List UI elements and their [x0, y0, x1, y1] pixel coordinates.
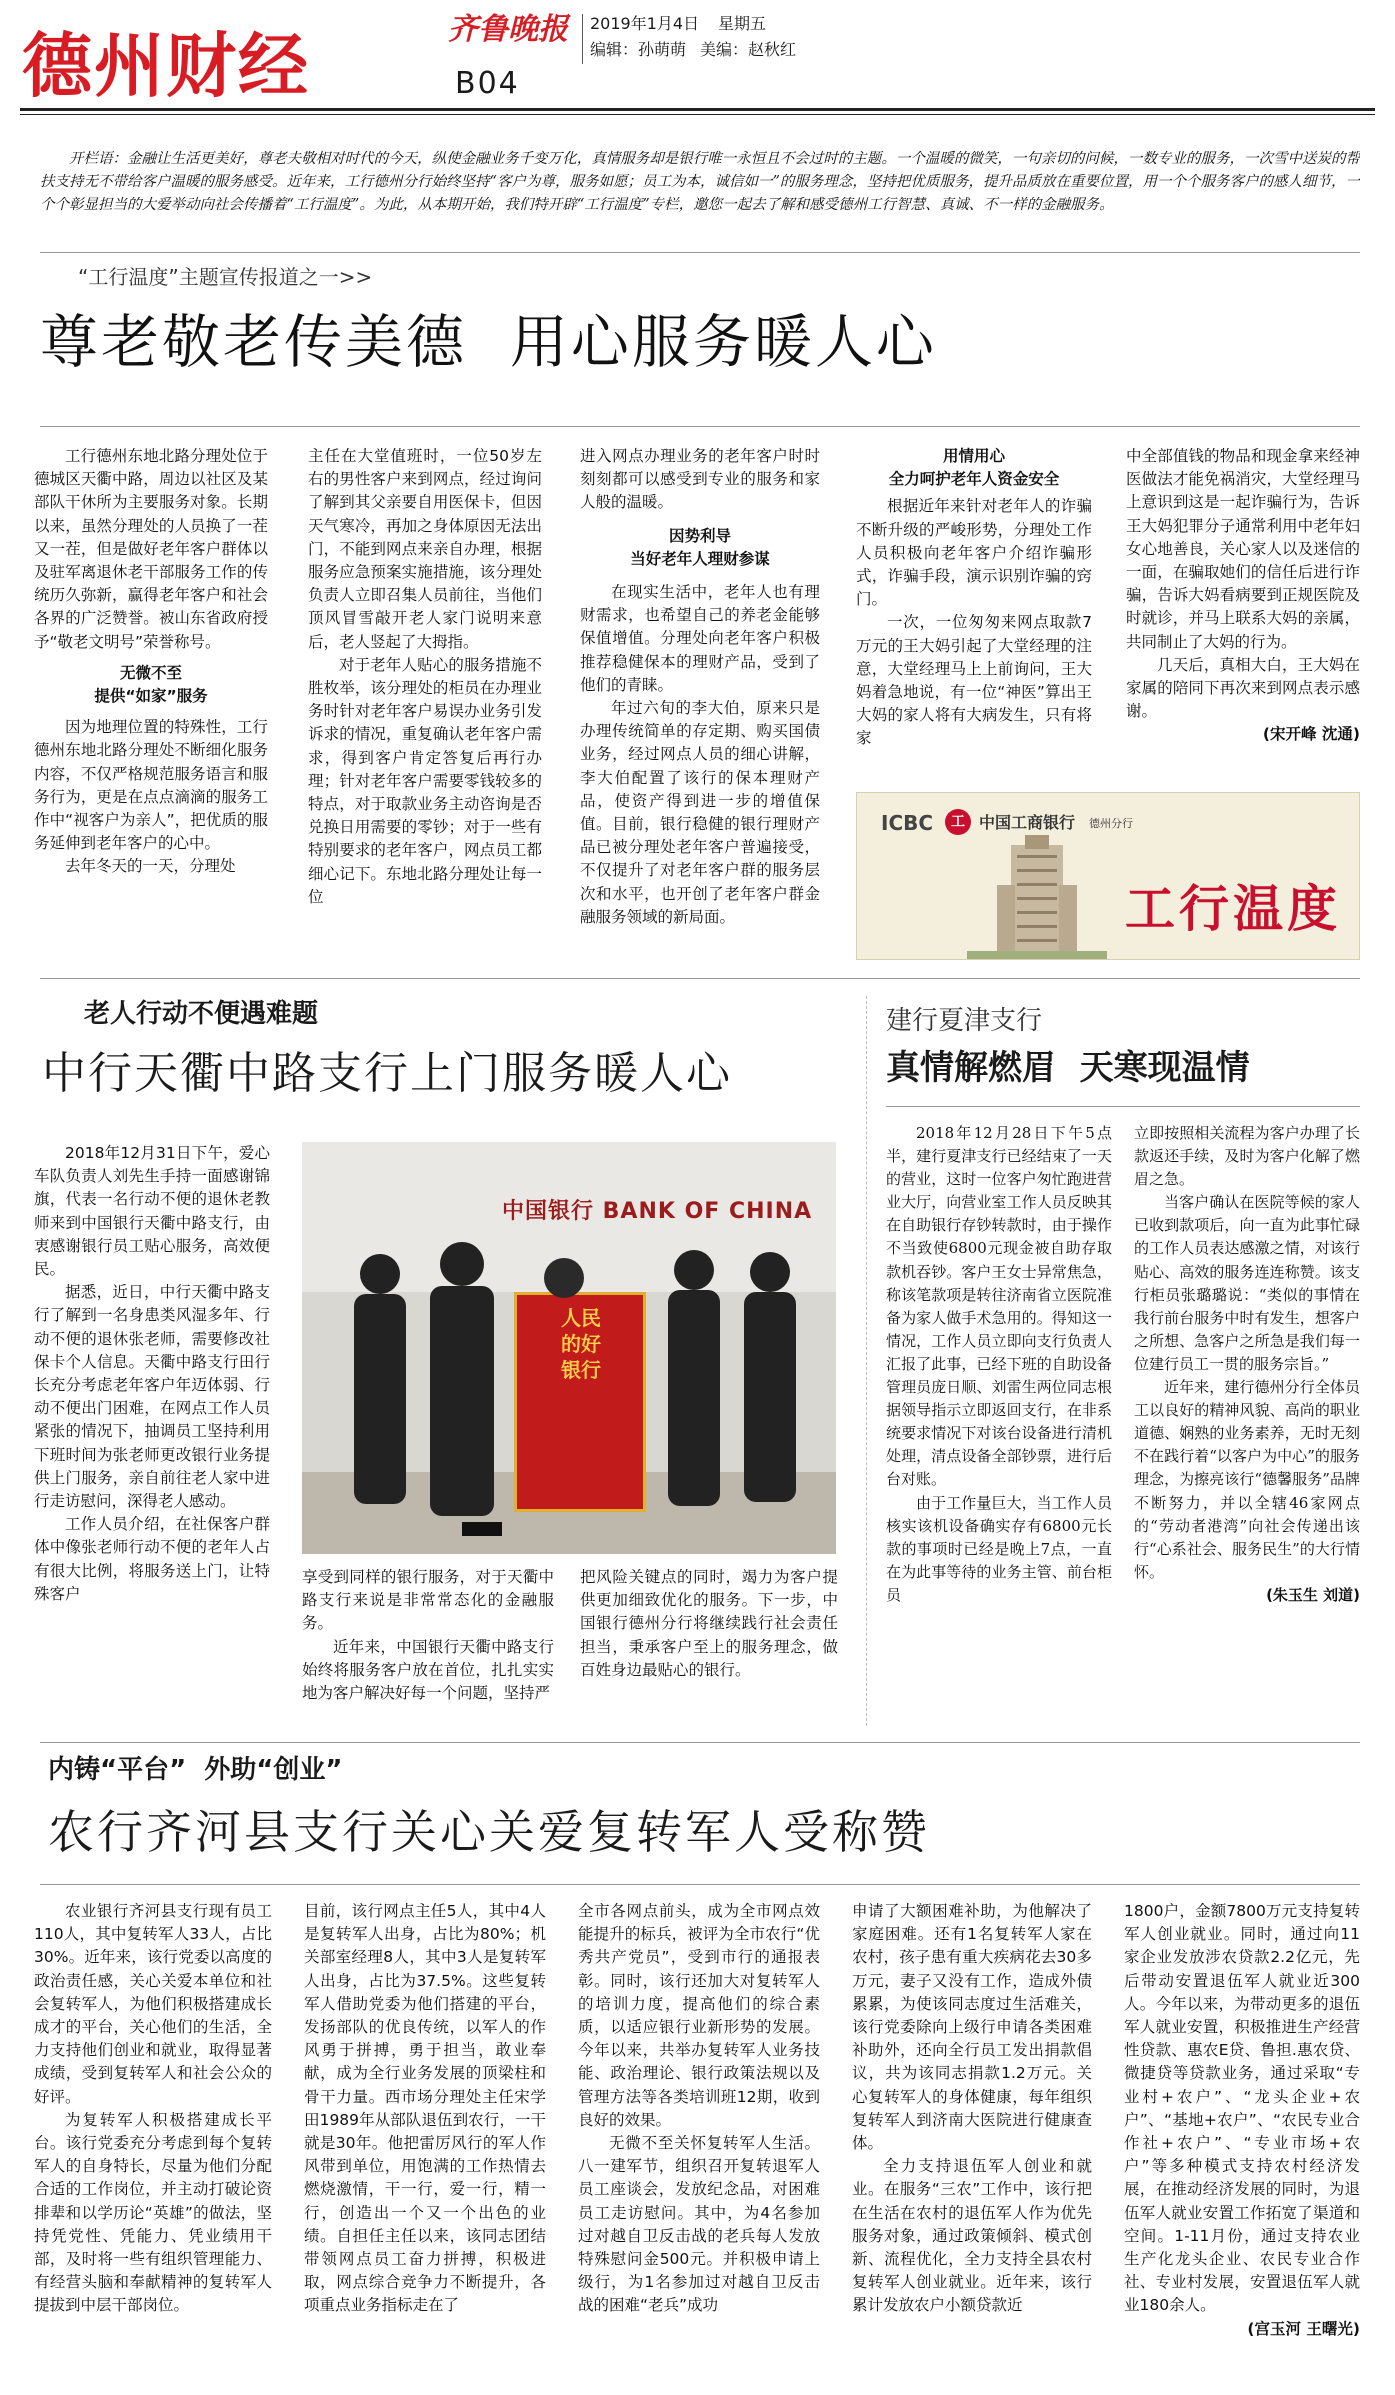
section-rule-2 [40, 1742, 1360, 1743]
a4-c1-p1: 为复转军人积极搭建成长平台。该行党委充分考虑到每个复转军人的自身特长，尽量为他们分配合适的工作岗位，并主动打破论资排辈和以学历论“英雄”的做法，坚持凭党性、凭能力、凭业绩用干部，及时将一些有组织管理能力、有经营头脑和奉献精神的复转军人提拔到中层干部岗位。 [34, 2110, 272, 2315]
icbc-bank-name: 中国工商银行 [979, 813, 1076, 832]
a1-kicker: “工行温度”主题宣传报道之一>> [78, 265, 373, 289]
a1-col2 [308, 445, 542, 957]
a3-headline: 真情解燃眉 天寒现温情 [886, 1048, 1250, 1088]
page-number: B04 [455, 66, 520, 101]
icbc-branch-name: 德州分行 [1089, 817, 1133, 830]
a2-c1-p2: 工作人员介绍，在社保客户群体中像张老师行动不便的老年人占有很大比例，将服务送上门，让特殊客户 [34, 1515, 270, 1603]
a3-headline-rule [886, 1106, 1360, 1107]
a4-col5 [1124, 1900, 1360, 2380]
article-divider [866, 996, 867, 1726]
a1-c4-p1: 一次，一位匆匆来网点取款7万元的王大妈引起了大堂经理的注意，大堂经理马上上前询问，王大妈着急地说，有一位“神医”算出王大妈的家人将有大病发生，只有将家 [856, 613, 1092, 748]
a3-c2-p0: 立即按照相关流程为客户办理了长款返还手续，及时为客户化解了燃眉之急。 [1134, 1124, 1360, 1189]
a1-headline-rule [40, 426, 1360, 427]
a3-kicker: 建行夏津支行 [886, 1006, 1043, 1036]
a1-c1-p0: 工行德州东地北路分理处位于德城区天衢中路，周边以社区及某部队干休所为主要服务对象。长期以来，虽然分理处的人员换了一茬又一茬，但是做好老年客户群体以及驻军离退休老干部服务工作的传统历久弥新，赢得老年客户和社会各界的广泛赞誉。被山东省政府授予“敬老文明号”荣誉称号。 [34, 447, 268, 651]
a1-c3-p0: 进入网点办理业务的老年客户时时刻刻都可以感受到专业的服务和家人般的温暖。 [580, 447, 820, 512]
photo-people [302, 1222, 836, 1554]
a3-c2-p1: 当客户确认在医院等候的家人已收到款项后，向一直为此事忙碌的工作人员表达感激之情，对该行贴心、高效的服务连连称赞。该支行柜员张璐璐说：“类似的事情在我行前台服务中时有发生，想客户之所想、急客户之所急是我们每一位建行员工一贯的服务宗旨。” [1134, 1193, 1360, 1373]
a4-col2 [304, 1900, 546, 2380]
a4-headline: 农行齐河县支行关心关爱复转军人受称赞 [48, 1805, 930, 1859]
issue-weekday: 星期五 [718, 14, 767, 33]
a1-headline: 尊老敬老传美德 用心服务暖人心 [40, 308, 937, 376]
masthead-rule-thin [20, 114, 1375, 115]
a1-c1b-p1: 去年冬天的一天，分理处 [65, 857, 236, 876]
a2-headline: 中行天衢中路支行上门服务暖人心 [42, 1048, 732, 1099]
a1-c3b-p0: 在现实生活中，老年人也有理财需求，也希望自己的养老金能够保值增值。分理处向老年客户积极推荐稳健保本的理财产品，受到了他们的青睐。 [580, 583, 820, 694]
a1-subhead-1b: 提供“如家”服务 [94, 687, 208, 706]
a4-c4-p1: 全力支持退伍军人创业和就业。在服务“三农”工作中，该行把在生活在农村的退伍军人作为优先服务对象，通过政策倾斜、模式创新、流程优化，全力支持全县农村复转军人创业就业。近年来，该行累计发放农户小额贷款近 [852, 2157, 1092, 2315]
editor-credit: 编辑：孙萌萌 [590, 40, 687, 59]
a2-c2-p0: 享受到同样的银行服务，对于天衢中路支行来说是非常常态化的金融服务。 [302, 1568, 554, 1633]
a3-byline: (朱玉生 刘道) [1266, 1585, 1360, 1604]
a4-byline: (宫玉河 王曙光) [1247, 2319, 1360, 2338]
a2-kicker: 老人行动不便遇难题 [84, 999, 319, 1029]
a2-col1 [34, 1142, 270, 1732]
a1-col1 [34, 445, 268, 957]
a3-c1-p1: 由于工作量巨大，当工作人员核实该机设备确实存有6800元长款的事项时已经是晚上7点，一直在为此事等待的业务主管、前台柜员 [886, 1493, 1112, 1604]
a1-subhead-3b: 全力呵护老年人资金安全 [888, 470, 1060, 489]
a2-c1-p0: 2018年12月31日下午，爱心车队负责人刘先生手持一面感谢锦旗，代表一名行动不便的退休老教师来到中国银行天衢中路支行，由衷感谢银行员工贴心服务，高效便民。 [34, 1144, 270, 1279]
designer-credit: 美编：赵秋红 [700, 40, 797, 59]
a1-c3b-p1: 年过六旬的李大伯，原来只是办理传统简单的存定期、购买国债业务，经过网点人员的细心讲解，李大伯配置了该行的保本理财产品，使资产得到进一步的增值保值。目前，银行稳健的银行理财产品已被分理处老年客户普遍接受，不仅提升了对老年客户群的服务层次和水平，也开创了老年客户群金融服务领域的新局面。 [580, 699, 820, 926]
a4-c3-p1: 无微不至关怀复转军人生活。八一建军节，组织召开复转退军人员工座谈会，发放纪念品，对困难员工走访慰问。其中，为4名参加过对越自卫反击战的老兵每人发放特殊慰问金500元。并积极申请上级行，为1名参加过对越自卫反击战的困难“老兵”成功 [578, 2134, 820, 2315]
a4-c2-p0: 目前，该行网点主任5人，其中4人是复转军人出身，占比为80%；机关部室经理8人，其中3人是复转军人出身，占比为37.5%。这些复转军人借助党委为他们搭建的平台，发扬部队的优良传统，以军人的作风勇于拼搏，勇于担当，敢业奉献，成为全行业务发展的顶梁柱和骨干力量。西市场分理处主任宋学田1989年从部队退伍到农行，一干就是30年。他把雷厉风行的军人作风带到单位，用饱满的工作热情去燃烧激情，干一行，爱一行，精一行，创造出一个又一个出色的业绩。自担任主任以来，该同志团结带领网点员工奋力拼搏，积极进取，网点综合竞争力不断提升，各项重点业务指标走在了 [304, 1902, 546, 2315]
a3-col1 [886, 1122, 1112, 1732]
intro-rule [40, 252, 1360, 253]
a2-col3 [580, 1566, 838, 1736]
a1-subhead-2b: 当好老年人理财参谋 [630, 549, 770, 568]
a1-c5-p0: 中全部值钱的物品和现金拿来经神医做法才能免祸消灾，大堂经理马上意识到这是一起诈骗行为，告诉王大妈犯罪分子通常利用中老年妇女心地善良，关心家人以及迷信的一面，在骗取她们的信任后进行诈骗，告诉大妈看病要到正规医院及时就诊，并马上联系大妈的亲属，共同制止了大妈的行为。 [1126, 447, 1360, 651]
column-intro: 开栏语：金融让生活更美好，尊老夫敬相对时代的今天，纵使金融业务千变万化，真情服务却是银行唯一永恒且不会过时的主题。一个温暖的微笑，一句亲切的问候，一数专业的服务，一次雪中送炭的帮扶支持无不带给客户温暖的服务感受。近年来，工行德州分行始终坚持“客户为尊，服务如愿；员工为本，诚信如一”的服务理念，坚持把优质服务，提升品质放在重要位置，用一个个服务客户的感人细节，一个个彰显担当的大爱举动向社会传播着“工行温度”。为此，从本期开始，我们特开辟“工行温度”专栏，邀您一起去了解和感受德州工行智慧、真诚、不一样的金融服务。 [40, 151, 1360, 213]
a1-c2-p0: 主任在大堂值班时，一位50岁左右的男性客户来到网点，经过询问了解到其父亲要自用医保卡，但因天气寒冷，再加之身体原因无法出门，不能到网点来亲自办理，根据服务应急预案实施措施，该分理处负责人立即召集人员前往，当他们顶风冒雪敲开老人家门说明来意后，老人竖起了大拇指。 [308, 447, 542, 651]
a1-c4-p0: 根据近年来针对老年人的诈骗不断升级的严峻形势，分理处工作人员积极向老年客户介绍诈骗形式，诈骗手段，演示识别诈骗的窍门。 [856, 497, 1092, 609]
section-title: 德州财经 [22, 25, 310, 107]
masthead-divider [582, 14, 583, 64]
photo-banner-text: 人民的好银行 [561, 1306, 601, 1382]
a4-c3-p0: 全市各网点前头，成为全市网点效能提升的标兵，被评为全市农行“优秀共产党员”，受到市行的通报表彰。同时，该行还加大对复转军人的培训力度，提高他们的综合素质，以适应银行业新形势的发展。今年以来，共举办复转军人业务技能、政治理论、银行政策法规以及管理方法等各类培训班12期，收到良好的效果。 [578, 1902, 820, 2129]
a2-col2 [302, 1566, 554, 1736]
a4-kicker: 内铸“平台” 外助“创业” [48, 1755, 343, 1785]
building-illustration [967, 835, 1107, 960]
a1-c1b-p0: 因为地理位置的特殊性，工行德州东地北路分理处不断细化服务内容，不仅严格规范服务语言和服务行为，更是在点点滴滴的服务工作中“视客户为亲人”，把优质的服务延伸到老年客户的心中。 [34, 718, 268, 853]
a1-col4 [856, 445, 1092, 785]
newspaper-logo: 齐鲁晚报 [448, 12, 568, 47]
a3-c1-p0: 2018年12月28日下午5点半，建行夏津支行已经结束了一天的营业，这时一位客户匆忙跑进营业大厅，向营业室工作人员反映其在自助银行存钞转款时，由于操作不当致使6800元现金被自助存取款机吞钞。客户王女士异常焦急，称该笔款项是转往济南省立医院准备为家人做手术急用的。得知这一情况，工作人员立即向支行负责人汇报了此事，已经下班的自助设备管理员庞日顺、刘雷生两位同志根据领导指示立即返回支行，在非系统要求情况下对该台设备进行清机处理，清点设备全部钞票，进行后台对账。 [886, 1124, 1112, 1489]
a4-c4-p0: 申请了大额困难补助，为他解决了家庭困难。还有1名复转军人家在农村，孩子患有重大疾病花去30多万元，妻子又没有工作，造成外债累累，为使该同志度过生活难关，该行党委除向上级行申请各类困难补助外，还向全行员工发出捐款倡议，共为该同志捐款1.2万元。关心复转军人的身体健康，每年组织复转军人到济南大医院进行健康查体。 [852, 1902, 1092, 2153]
a2-c2-p1: 近年来，中国银行天衢中路支行始终将服务客户放在首位，扎扎实实地为客户解决好每一个问题，坚持严 [302, 1637, 554, 1703]
a1-c2-p1: 对于老年人贴心的服务措施不胜枚举，该分理处的柜员在办理业务时针对老年客户易误办业务引发诉求的情况，重复确认老年客户需求，得到客户肯定答复后再行办理；针对老年客户需要零钱较多的特点，对于取款业务主动咨询是否兑换日用需要的零钞；对于一些有特别要求的老年客户，网点员工都细心记下。东地北路分理处让每一位 [308, 655, 542, 906]
masthead-rule [20, 108, 1375, 111]
a4-col1 [34, 1900, 272, 2380]
issue-date: 2019年1月4日 [590, 14, 700, 33]
a1-col5 [1126, 445, 1360, 785]
ceremony-photo [302, 1142, 836, 1554]
icbc-logo-icon: 工 [945, 809, 971, 835]
a4-col3 [578, 1900, 820, 2380]
a3-col2 [1134, 1122, 1360, 1732]
a1-byline: (宋开峰 沈通) [1262, 725, 1360, 744]
a1-subhead-2: 因势利导 [668, 526, 731, 545]
section-rule-1 [40, 978, 1360, 979]
icbc-logo-text: ICBC [881, 811, 934, 835]
ad-slogan: 工行温度 [1125, 880, 1341, 938]
a3-c2-p2: 近年来，建行德州分行全体员工以良好的精神风貌、高尚的职业道德、娴熟的业务素养，无时无刻不在践行着“以客户为中心”的服务理念，为擦亮该行“德馨服务”品牌不断努力，并以全辖46家网点的“劳动者港湾”向社会传递出该行“心系社会、服务民生”的大行情怀。 [1134, 1378, 1360, 1581]
a4-col4 [852, 1900, 1092, 2380]
a4-headline-rule [40, 1884, 1360, 1885]
photo-bank-sign: 中国银行 BANK OF CHINA [502, 1199, 813, 1224]
a4-c5-p0: 1800户，金额7800万元支持复转军人创业就业。同时，通过向11家企业发放涉农贷款2.2亿元，先后带动安置退伍军人就业近300人。今年以来，为带动更多的退伍军人就业安置，积极推进生产经营性贷款、惠农E贷、鲁担.惠农贷、微捷贷等贷款业务，通过采取“专业村+农户”、“龙头企业+农户”、“基地+农户”、“农民专业合作社+农户”、“专业市场+农户”等多种模式支持农村经济发展，在推动经济发展的同时，为退伍军人就业安置工作拓宽了渠道和空间。1-11月份，通过支持农业生产化龙头企业、农民专业合作社、专业村发展，安置退伍军人就业180余人。 [1124, 1902, 1360, 2315]
icbc-ad [856, 792, 1360, 960]
a1-subhead-3: 用情用心 [942, 447, 1005, 465]
a4-c1-p0: 农业银行齐河县支行现有员工110人，其中复转军人33人，占比30%。近年来，该行党委以高度的政治责任感，关心关爱本单位和社会复转军人，为他们积极搭建成长成才的平台，关心他们的生活，全力支持他们创业和就业，取得显著成绩，受到复转军人和社会公众的好评。 [34, 1902, 272, 2106]
a1-col3 [580, 445, 820, 957]
a2-c1-p1: 据悉，近日，中行天衢中路支行了解到一名身患类风湿多年、行动不便的退休张老师，需要修改社保卡个人信息。天衢中路支行田行长充分考虑老年客户年迈体弱、行动不便出门困难，在网点工作人员紧张的情况下，抽调员工坚持利用下班时间为张老师更改银行业务提供上门服务，亲自前往老人家中进行走访慰问，深得老人感动。 [34, 1283, 270, 1511]
a1-subhead-1: 无微不至 [119, 663, 182, 682]
a2-c3-p0: 把风险关键点的同时，竭力为客户提供更加细致优化的服务。下一步，中国银行德州分行将继续践行社会责任担当，秉承客户至上的服务理念，做百姓身边最贴心的银行。 [580, 1568, 838, 1679]
a1-c5-p1: 几天后，真相大白，王大妈在家属的陪同下再次来到网点表示感谢。 [1126, 655, 1360, 721]
